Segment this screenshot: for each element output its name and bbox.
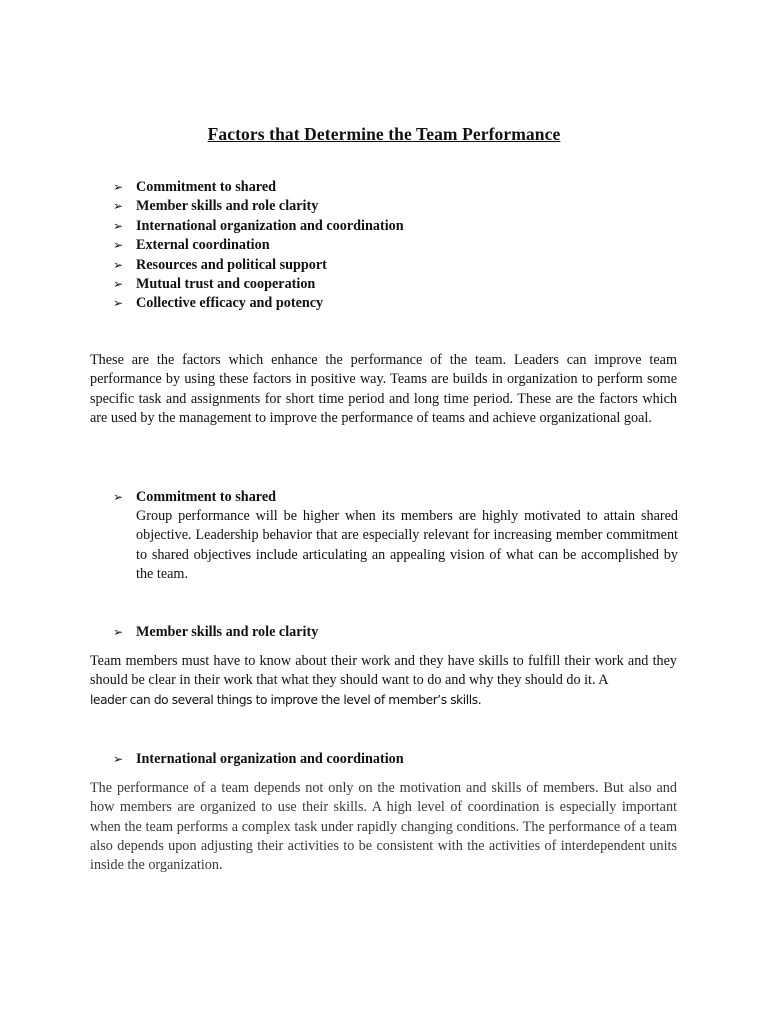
section-heading-member-skills xyxy=(113,623,318,642)
list-item xyxy=(113,256,404,275)
list-item xyxy=(113,197,404,216)
arrow-bullet-icon: ➢ xyxy=(113,752,124,766)
arrow-bullet-icon: ➢ xyxy=(113,180,124,194)
section-heading-label: Commitment to shared xyxy=(136,489,277,505)
section-heading-label: International organization and coordination xyxy=(136,751,404,767)
factor-list xyxy=(113,178,404,314)
list-item xyxy=(113,178,404,197)
section-body-text: Team members must have to know about their work and they have skills to fulfill their work and they should be clear in their work that what they should want to do and why they should do it. A xyxy=(90,653,677,689)
arrow-bullet-icon: ➢ xyxy=(113,199,124,214)
list-item xyxy=(113,217,404,236)
list-item-label: Collective efficacy and potency xyxy=(136,295,324,312)
arrow-bullet-icon: ➢ xyxy=(113,296,124,311)
section-body-last-line: leader can do several things to improve the level of member’s skills. xyxy=(90,692,482,707)
arrow-bullet-icon: ➢ xyxy=(113,276,124,291)
section-heading-international-organization xyxy=(113,750,404,769)
list-item xyxy=(113,236,404,255)
list-item-label: Resources and political support xyxy=(136,256,327,273)
arrow-bullet-icon: ➢ xyxy=(113,490,124,504)
section-body-commitment: Group performance will be higher when its members are highly motivated to attain shared objective. Leadership behavior that are especially relevant for increasing member commitment to shared objectives include articulating an appealing vision of what can be accomplished by the team. xyxy=(136,508,678,582)
list-item-label: Member skills and role clarity xyxy=(136,198,319,215)
list-item-label: External coordination xyxy=(136,237,270,254)
list-item xyxy=(113,275,404,294)
arrow-bullet-icon: ➢ xyxy=(113,218,124,233)
arrow-bullet-icon: ➢ xyxy=(113,238,124,253)
page-title: Factors that Determine the Team Performance xyxy=(207,124,561,144)
list-item-label: Mutual trust and cooperation xyxy=(136,275,316,292)
section-body-member-skills xyxy=(90,652,677,710)
arrow-bullet-icon: ➢ xyxy=(113,257,124,272)
section-heading-commitment xyxy=(113,488,276,507)
intro-paragraph: These are the factors which enhance the performance of the team. Leaders can improve team performance by using these factors in positive way. Teams are builds in organization to perform some specific task and assignments for short time period and long time period. These are the factors which are used by the management to improve the performance of teams and achieve organizational goal. xyxy=(90,352,677,426)
list-item-label: Commitment to shared xyxy=(136,179,277,195)
list-item xyxy=(113,294,404,313)
list-item-label: International organization and coordination xyxy=(136,217,404,234)
arrow-bullet-icon: ➢ xyxy=(113,625,124,639)
section-heading-label: Member skills and role clarity xyxy=(136,624,319,640)
section-body-international-organization: The performance of a team depends not only on the motivation and skills of members. But also and how members are organized to use their skills. A high level of coordination is especially important when the team performs a complex task under rapidly changing conditions. The performance of a team also depends upon adjusting their activities to be consistent with the activities of interdependent units inside the organization. xyxy=(90,780,677,874)
